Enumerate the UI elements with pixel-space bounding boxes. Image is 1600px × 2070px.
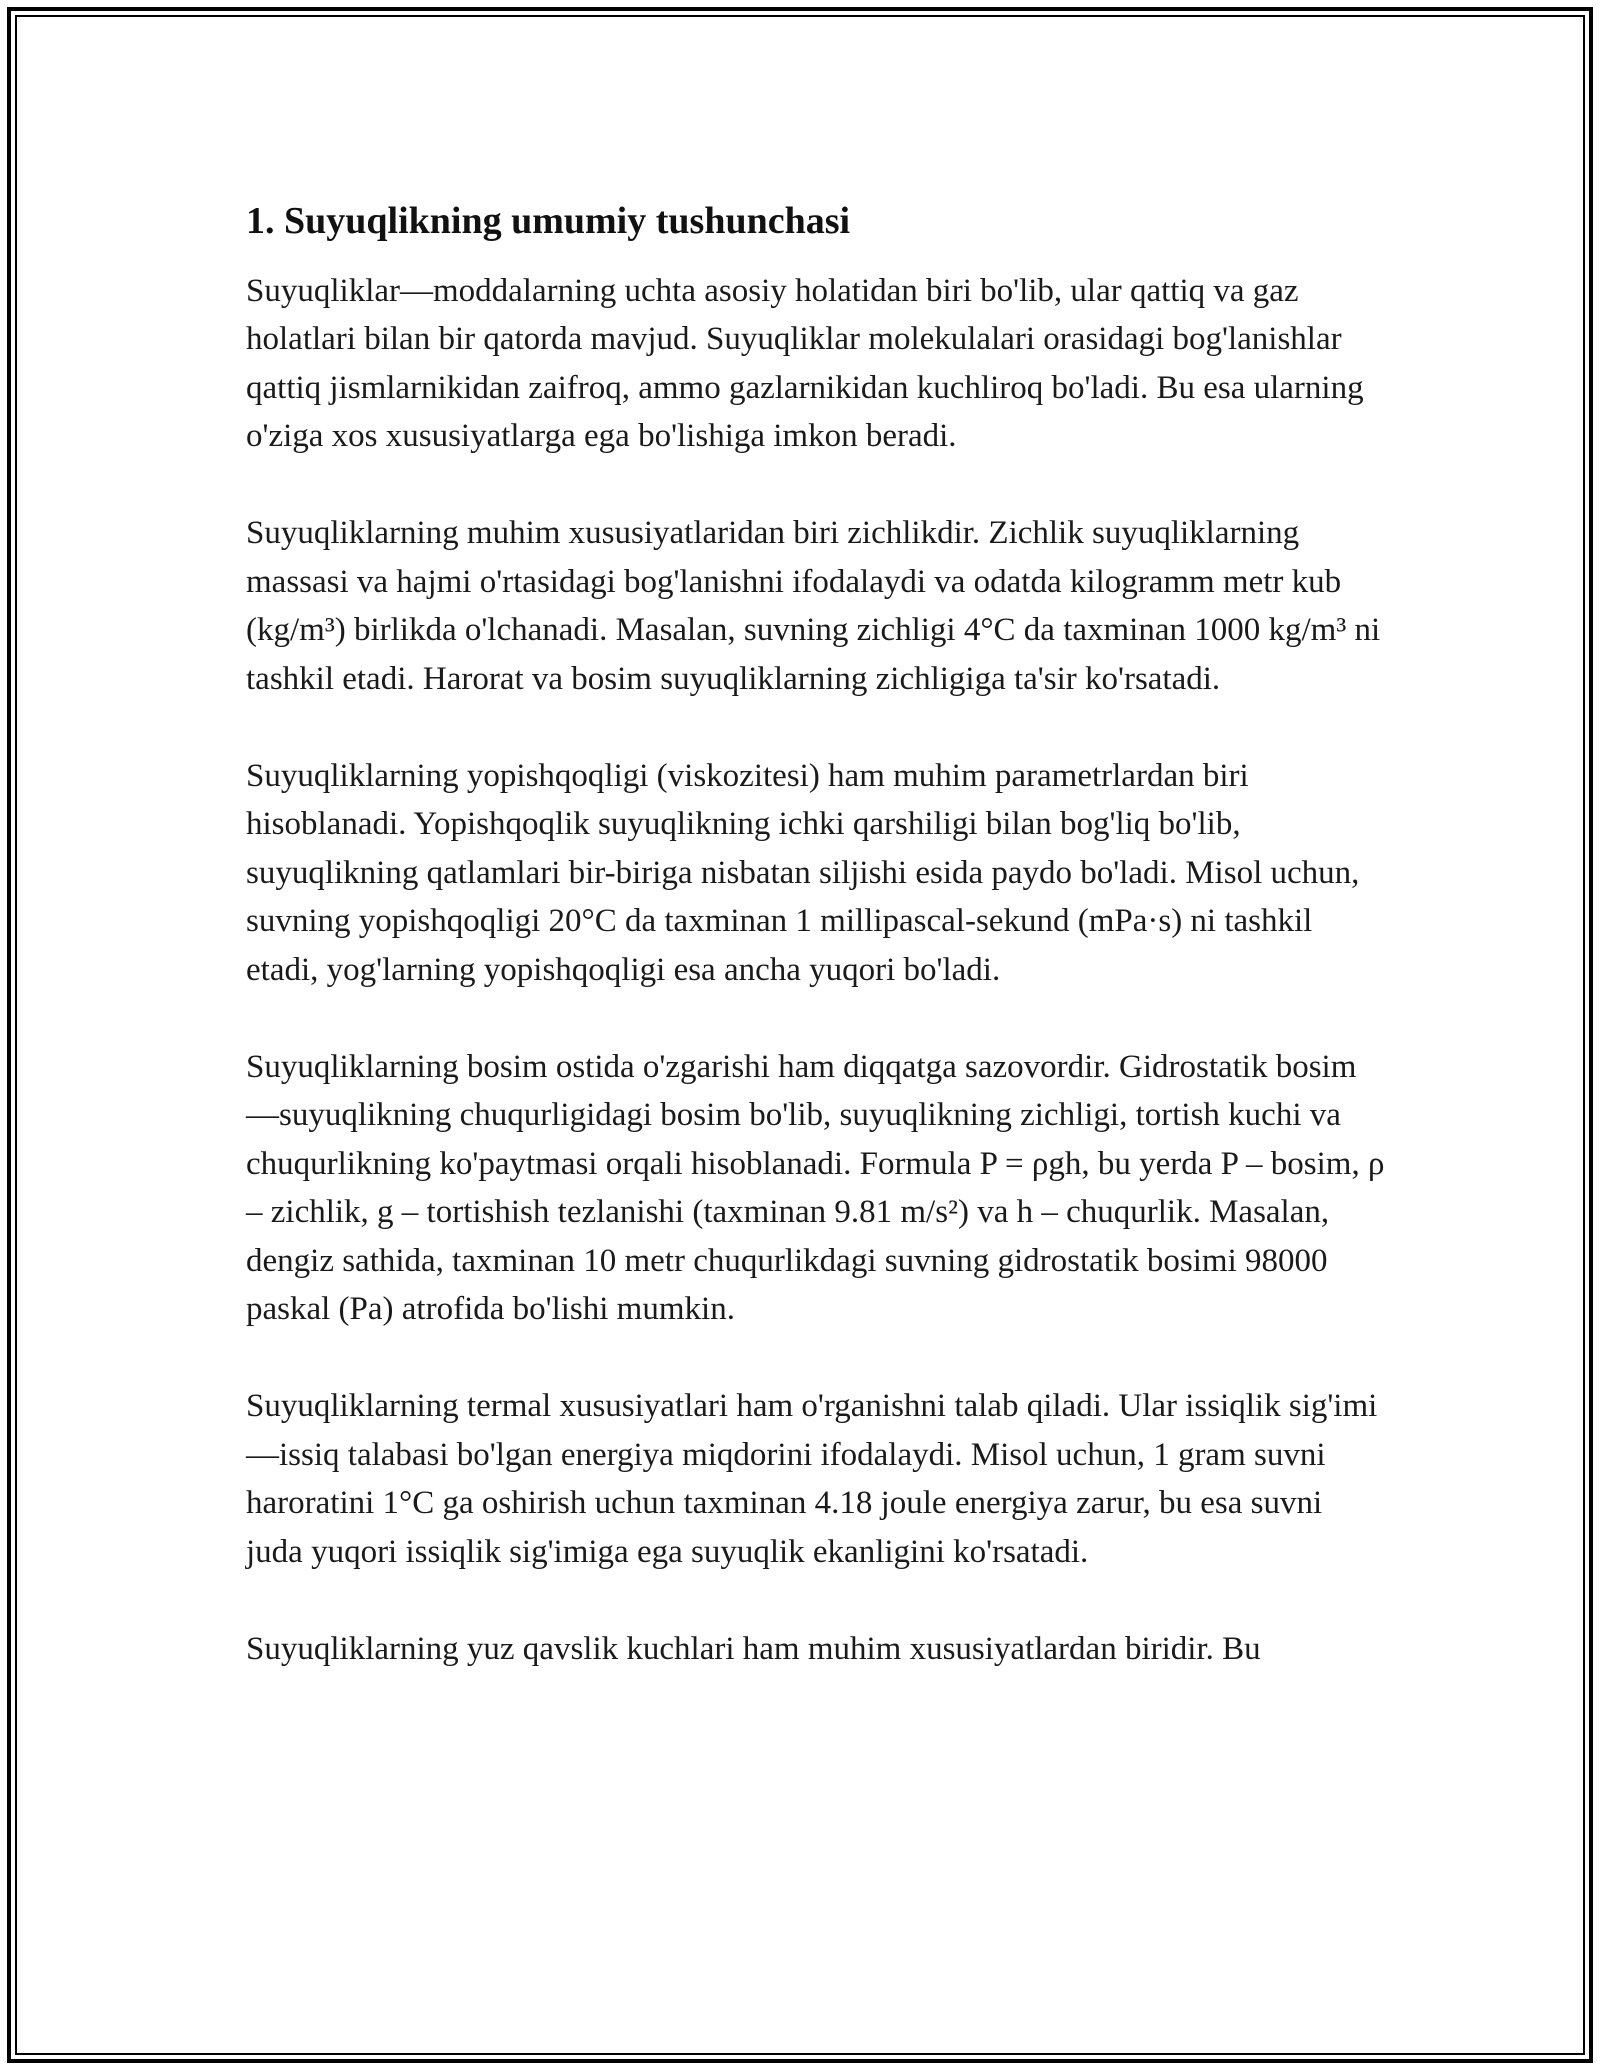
- paragraph-surface-tension: Suyuqliklarning yuz qavslik kuchlari ham muhim xususiyatlardan biridir. Bu: [246, 1630, 1261, 1667]
- paragraph-viscosity: Suyuqliklarning yopishqoqligi (viskozitesi) ham muhim parametrlardan biri hisoblanadi. Yopishqoqlik suyuqlikning ichki qarshiligi bilan bog'liq bo'lib, suyuqlikning qatlamlari bir-biriga nisbatan siljishi esida paydo bo'ladi. Misol uchun, suvning yopishqoqligi 20°C da taxminan 1 millipascal-sekund (mPa·s) ni tashkil etadi, yog'larning yopishqoqligi esa ancha yuqori bo'ladi.: [246, 757, 1360, 988]
- paragraph-density: Suyuqliklarning muhim xususiyatlaridan biri zichlikdir. Zichlik suyuqliklarning massasi va hajmi o'rtasidagi bog'lanishni ifodalaydi va odatda kilogramm metr kub (kg/m³) birlikda o'lchanadi. Masalan, suvning zichligi 4°C da taxminan 1000 kg/m³ ni tashkil etadi. Harorat va bosim suyuqliklarning zichligiga ta'sir ko'rsatadi.: [246, 515, 1381, 697]
- paragraph-thermal: Suyuqliklarning termal xususiyatlari ham o'rganishni talab qiladi. Ular issiqlik sig'imi—issiq talabasi bo'lgan energiya miqdorini ifodalaydi. Misol uchun, 1 gram suvni haroratini 1°C ga oshirish uchun taxminan 4.18 joule energiya zarur, bu esa suvni juda yuqori issiqlik sig'imiga ega suyuqlik ekanligini ko'rsatadi.: [246, 1388, 1378, 1570]
- paragraph-pressure: Suyuqliklarning bosim ostida o'zgarishi ham diqqatga sazovordir. Gidrostatik bosim—suyuqlikning chuqurligidagi bosim bo'lib, suyuqlikning zichligi, tortish kuchi va chuqurlikning ko'paytmasi orqali hisoblanadi. Formula P = ρgh, bu yerda P – bosim, ρ – zichlik, g – tortishish tezlanishi (taxminan 9.81 m/s²) va h – chuqurlik. Masalan, dengiz sathida, taxminan 10 metr chuqurlikdagi suvning gidrostatik bosimi 98000 paskal (Pa) atrofida bo'lishi mumkin.: [246, 1048, 1385, 1328]
- document-page: [7, 7, 1593, 2063]
- paragraph-intro: Suyuqliklar—moddalarning uchta asosiy holatidan biri bo'lib, ular qattiq va gaz holatlari bilan bir qatorda mavjud. Suyuqliklar molekulalari orasidagi bog'lanishlar qattiq jismlarnikidan zaifroq, ammo gazlarnikidan kuchliroq bo'ladi. Bu esa ularning o'ziga xos xususiyatlarga ega bo'lishiga imkon beradi.: [246, 272, 1364, 455]
- document-body: [246, 191, 1386, 1722]
- section-heading: 1. Suyuqlikning umumiy tushunchasi: [246, 200, 851, 242]
